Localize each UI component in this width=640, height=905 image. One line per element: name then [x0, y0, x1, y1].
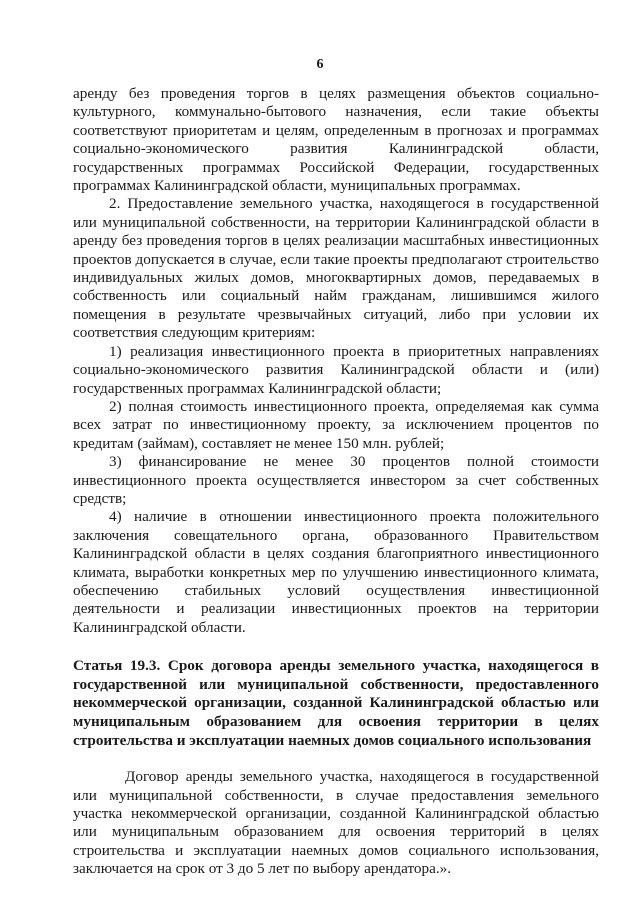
- paragraph-continuation: аренду без проведения торгов в целях размещения объектов социально-культурного, коммунально-бытового назначения, если такие объекты соответствуют приоритетам и целям, определенным в прогнозах и программах социально-экономического развития Калининградской области, государственных программах Российской Федерации, государственных программах Калининградской области, муниципальных программах.: [73, 85, 599, 195]
- list-item-criterion-2: 2) полная стоимость инвестиционного проекта, определяемая как сумма всех затрат по инвестиционному проекту, за исключением процентов по кредитам (займам), составляет не менее 150 млн. рублей;: [73, 397, 599, 452]
- page-number: 6: [316, 57, 324, 72]
- paragraph-clause-2: 2. Предоставление земельного участка, находящегося в государственной или муниципальной собственности, на территории Калининградской области в аренду без проведения торгов в целях реализации масштабных инвестиционных проектов допускается в случае, если такие проекты предполагают строительство индивидуальных жилых домов, многоквартирных домов, передаваемых в собственность или социальный найм гражданам, лишившимся жилого помещения в результате чрезвычайных ситуаций, либо при условии их соответствия следующим критериям:: [73, 195, 599, 342]
- article-heading: Статья 19.3. Срок договора аренды земельного участка, находящегося в государственной или муниципальной собственности, предоставленного некоммерческой организации, созданной Калининградской областью или муниципальным образованием для освоения территории в целях строительства и эксплуатации наемных домов социального использования: [73, 657, 599, 749]
- paragraph-article-body: Договор аренды земельного участка, находящегося в государственной или муниципальной собственности, в случае предоставления земельного участка некоммерческой организации, созданной Калининградской областью или муниципальным образованием для освоения территорий в целях строительства и эксплуатации наемных домов социального использования, заключается на срок от 3 до 5 лет по выбору арендатора.».: [73, 768, 599, 878]
- list-item-criterion-1: 1) реализация инвестиционного проекта в приоритетных направлениях социально-экономического развития Калининградской области и (или) государственных программах Калининградской области;: [73, 342, 599, 397]
- list-item-criterion-4: 4) наличие в отношении инвестиционного проекта положительного заключения совещательного органа, образованного Правительством Калининградской области в целях создания благоприятного инвестиционного климата, выработки конкретных мер по улучшению инвестиционного климата, обеспечению стабильных условий осуществления инвестиционной деятельности и реализации инвестиционных проектов на территории Калининградской области.: [73, 508, 599, 636]
- document-body: [73, 85, 599, 879]
- list-item-criterion-3: 3) финансирование не менее 30 процентов полной стоимости инвестиционного проекта осуществляется инвестором за счет собственных средств;: [73, 453, 599, 507]
- spacer: [73, 750, 599, 768]
